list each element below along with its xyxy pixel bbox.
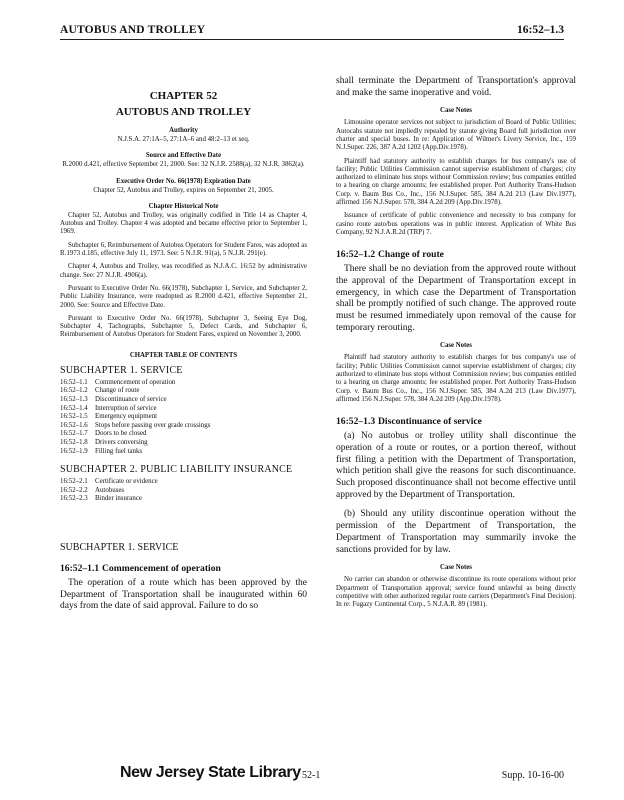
section-1-3-b: (b) Should any utility discontinue operation without the permission of the Department of Transportation, the Department of Transportation may summarily invoke the sanctions provided for by law. [336, 509, 576, 555]
section-1-2-text: There shall be no deviation from the approved route without the approval of the Department of Transportation except in emergency, in which case the Department of Transportation shall be promptly notified of such change. The approved route must be resumed immediately upon removal of the cause for temporary rerouting. [336, 264, 576, 333]
chapter-number: CHAPTER 52 [149, 90, 218, 102]
chapter-title: AUTOBUS AND TROLLEY [115, 106, 252, 118]
toc-item: 16:52–1.4 Interruption of service [60, 404, 157, 412]
toc-item: 16:52–1.8 Drivers conversing [60, 438, 148, 446]
body-subchapter-heading: SUBCHAPTER 1. SERVICE [60, 541, 179, 553]
section-heading-1-2 [336, 249, 576, 260]
case-note: No carrier can abandon or otherwise discontinue its route operations without prior Department of Transportation approval; service found unlawful as being directly competitive with other authorized regular route carriers (Department's Final Decision). In re: Fugazy Continental Corp., 5 N.J.A.R. 89 (1981). [336, 576, 576, 609]
exec-order-text: Chapter 52, Autobus and Trolley, expires on September 21, 2005. [93, 186, 274, 194]
section-1-1-text: The operation of a route which has been approved by the Department of Transportation shall be inaugurated within 60 days from the date of said approval. Failure to do so [60, 577, 307, 612]
case-note: Limousine operator services not subject to jurisdiction of Board of Public Utilities; Autocabs statute not impliedly repealed by statute giving Board full jurisdiction over charter and special buses. In re: Application of Wilmer's Livery Service, Inc., 159 N.J.Super. 226, 387 A.2d 1202 (App.Div.1978). [336, 119, 576, 152]
supplement-date: Supp. 10-16-00 [501, 770, 564, 781]
case-note: Issuance of certificate of public convenience and necessity to bus company for casino route auto/bus operations was in public interest. Application of White Bus Company, 92 N.J.A.R.2d (TRP) 7. [336, 212, 576, 236]
section-heading-1-1 [60, 563, 307, 574]
toc-item: 16:52–2.2 Autobuses [60, 486, 125, 494]
section-number: 16:52–1.1 [60, 562, 100, 574]
case-notes-heading: Case Notes [440, 107, 472, 115]
section-number: 16:52–1.2 [336, 249, 376, 261]
history-paragraph: Chapter 4, Autobus and Trolley, was recodified as N.J.A.C. 16:52 by administrative change. See: 27 N.J.R. 4906(a). [60, 263, 307, 279]
section-1-1-continued: shall terminate the Department of Transportation's approval and make the same inoperative and void. [336, 76, 576, 98]
left-column [60, 84, 307, 621]
toc-item: 16:52–1.2 Change of route [60, 387, 140, 395]
right-column [336, 76, 576, 614]
source-text: R.2000 d.421, effective September 21, 2000. See: 32 N.J.R. 2588(a), 32 N.J.R. 3862(a). [62, 161, 305, 169]
authority-heading: Authority [169, 127, 198, 134]
toc-list-subchapter-2 [60, 478, 307, 504]
toc-item: 16:52–1.1 Commencement of operation [60, 378, 176, 386]
source-heading: Source and Effective Date [145, 152, 222, 160]
toc-heading: CHAPTER TABLE OF CONTENTS [129, 351, 238, 359]
toc-item: 16:52–1.5 Emergency equipment [60, 413, 158, 421]
section-1-3-a: (a) No autobus or trolley utility shall discontinue the operation of a route or routes, or a portion thereof, without first filing a petition with the Department of Transportation, which petition shall give the reasons for such discontinuance. Such proposed discontinuance shall not become effective until approved by the Department of Transportation. [336, 431, 576, 500]
section-title: Change of route [378, 249, 444, 261]
case-notes-heading: Case Notes [440, 342, 472, 350]
history-paragraph: Chapter 52, Autobus and Trolley, was originally codified in Title 14 as Chapter 4, Autobus and Trolley. Chapter 4 was adopted and became effective prior to September 1, 1969. [60, 211, 307, 236]
toc-item: 16:52–1.3 Discontinuance of service [60, 395, 167, 403]
exec-order-heading: Executive Order No. 66(1978) Expiration Date [116, 177, 251, 185]
case-notes-heading: Case Notes [440, 564, 472, 572]
toc-item: 16:52–1.6 Stops before passing over grade crossings [60, 421, 211, 429]
running-header-title: AUTOBUS AND TROLLEY [60, 24, 206, 36]
section-heading-1-3 [336, 416, 576, 427]
toc-item: 16:52–2.1 Certificate or evidence [60, 478, 158, 486]
history-paragraph: Pursuant to Executive Order No. 66(1978), Subchapter 1, Service, and Subchapter 2, Public Liability Insurance, were readopted as R.2000 d.421, effective September 21, 2000. See: Source and Effective Date. [60, 284, 307, 309]
toc-list-subchapter-1 [60, 379, 307, 456]
section-number: 16:52–1.3 [336, 416, 376, 428]
case-note: Plaintiff had statutory authority to establish charges for bus company's use of facility; Public Utilities Commission cannot supervise establishment of charges; city authorized to eliminate bus stops without Commission review; bus companies entitled to a hearing on charge amounts; fee established proper. Port Authority Trans-Hudson Corp. v. Baum Bus Co., Inc., 156 N.J.Super. 585, 384 A.2d 213 (Law Div.1977), affirmed 156 N.J.Super. 578, 384 A.2d 209 (App.Div.1978). [336, 157, 576, 207]
section-title: Discontinuance of service [378, 416, 482, 428]
authority-text: N.J.S.A. 27:1A–5, 27:1A–6 and 48:2–13 et seq. [117, 136, 250, 143]
toc-subchapter-2: SUBCHAPTER 2. PUBLIC LIABILITY INSURANCE [60, 464, 293, 476]
toc-item: 16:52–1.7 Doors to be closed [60, 430, 147, 438]
header-rule [60, 39, 564, 40]
history-paragraph: Pursuant to Executive Order No. 66(1978), Subchapter 3, Seeing Eye Dog, Subchapter 4, Tachographs, Subchapter 5, Defect Cards, and Subchapter 6, Reimbursement of Autobus Operators for Student Fares, expired on November 3, 2000. [60, 314, 307, 339]
case-note: Plaintiff had statutory authority to establish charges for bus company's use of facility; Public Utilities Commission cannot supervise establishment of charges; city authorized to eliminate bus stops without Commission review; bus companies entitled to a hearing on charge amounts; fee established proper. Port Authority Trans-Hudson Corp. v. Baum Bus Co., Inc., 156 N.J.Super. 585, 384 A.2d 213 (Law Div.1977), affirmed 156 N.J.Super. 578, 384 A.2d 209 (App.Div.1978). [336, 354, 576, 403]
history-paragraph: Subchapter 6, Reimbursement of Autobus Operators for Student Fares, was adopted as R.1973 d.185, effective July 11, 1973. See: 5 N.J.R. 91(a), 5 N.J.R. 291(e). [60, 241, 307, 258]
toc-item: 16:52–1.9 Filling fuel tanks [60, 447, 143, 455]
running-header-section: 16:52–1.3 [517, 24, 564, 36]
library-logo: New Jersey State Library [120, 764, 301, 781]
toc-subchapter-1: SUBCHAPTER 1. SERVICE [60, 364, 183, 376]
section-title: Commencement of operation [102, 562, 221, 574]
history-heading: Chapter Historical Note [148, 202, 219, 210]
toc-item: 16:52–2.3 Binder insurance [60, 495, 142, 503]
page-number: 52-1 [302, 770, 321, 781]
